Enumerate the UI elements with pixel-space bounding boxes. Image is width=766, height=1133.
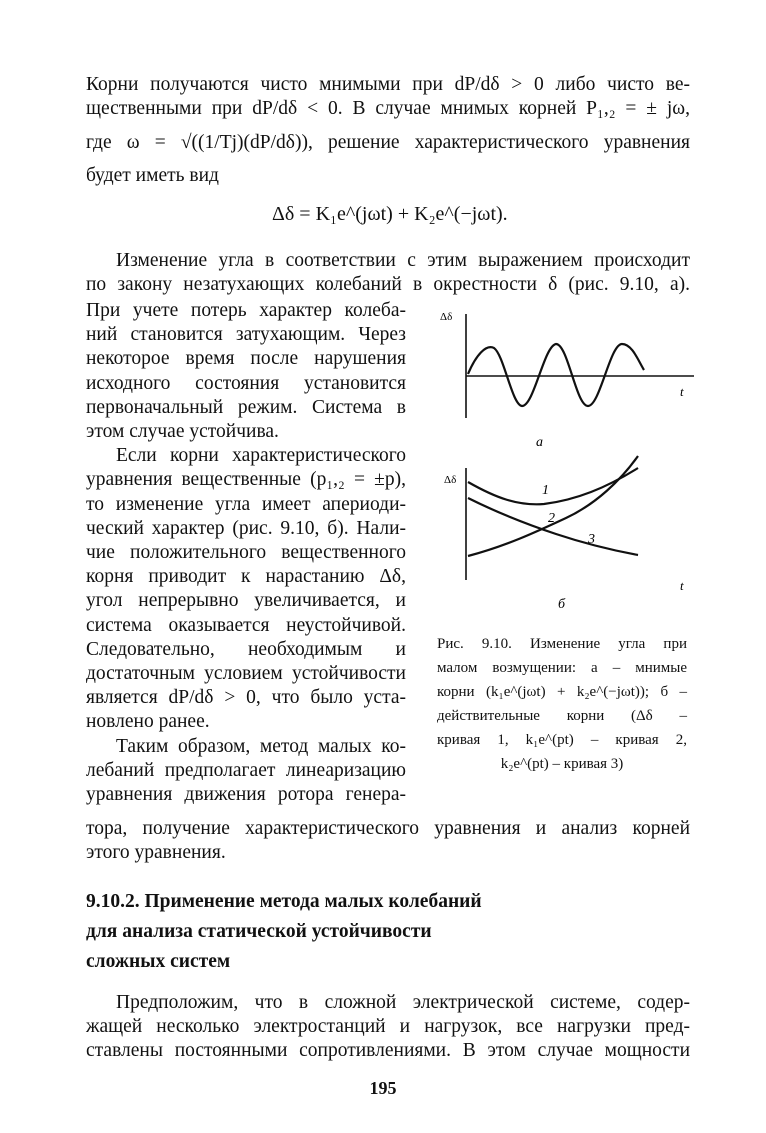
axis-x-label-a: t <box>680 384 684 399</box>
caption-line: k₂e^(pt) – кривая 3) <box>500 756 624 772</box>
text-line: Предположим, что в сложной электрической системе, содер- <box>116 992 690 1013</box>
text-line: ний становится затухающим. Через <box>86 324 406 346</box>
curve-label-2: 2 <box>548 511 555 526</box>
text-line: достаточным условием устойчивости <box>86 663 406 685</box>
text-line: жащей несколько электростанций и нагрузок, все нагрузки пред- <box>86 1016 690 1038</box>
text-line: уравнения движения ротора генера- <box>86 784 406 806</box>
caption-line: Рис. 9.10. Изменение угла при <box>437 636 687 652</box>
paragraph-undamped <box>86 249 690 297</box>
curve-label-3: 3 <box>588 532 595 547</box>
text-line: уравнения вещественные (p₁,₂ = ±p), <box>86 469 406 491</box>
sublabel-a: а <box>536 435 543 450</box>
paragraph-method-end <box>86 817 690 865</box>
text-line: корня приводит к нарастанию Δδ, <box>86 566 406 588</box>
text-line: этом случае устойчива. <box>86 421 279 443</box>
paragraph-complex-system <box>86 991 690 1064</box>
text-line: При учете потерь характер колеба- <box>86 300 406 321</box>
text-line: Корни получаются чисто мнимыми при dP/dδ > 0 либо чисто ве- <box>86 74 690 95</box>
figure-caption <box>437 632 687 776</box>
caption-line: кривая 1, k₁e^(pt) – кривая 2, <box>437 732 687 748</box>
text-line: то изменение угла имеет апериоди- <box>86 493 406 515</box>
text-line: исходного состояния установится <box>86 372 406 394</box>
caption-line: корни (k₁e^(jωt) + k₂e^(−jωt)); б – <box>437 684 687 700</box>
caption-line: действительные корни (Δδ – <box>437 708 687 724</box>
text-line: первоначальный режим. Система в <box>86 396 406 418</box>
sublabel-b: б <box>558 597 566 612</box>
text-line: по закону незатухающих колебаний в окрестности δ (рис. 9.10, а). <box>86 274 690 296</box>
text-line: Следовательно, необходимым и <box>86 638 406 660</box>
text-line: система оказывается неустойчивой. <box>86 614 406 636</box>
axis-y-label-b: Δδ <box>444 474 457 486</box>
left-column-text <box>86 299 406 807</box>
heading-line: сложных систем <box>86 951 231 972</box>
text-line: щественными при dP/dδ < 0. В случае мнимых корней P₁,₂ = ± jω, <box>86 98 690 120</box>
axis-x-label-b: t <box>680 578 684 593</box>
text-line: новлено ранее. <box>86 711 210 733</box>
text-line: ставлены постоянными сопротивлениями. В этом случае мощности <box>86 1040 690 1062</box>
section-heading <box>86 887 482 977</box>
curve-label-1: 1 <box>542 483 549 498</box>
text-line: некоторое время после нарушения <box>86 348 406 370</box>
paragraph-roots-intro <box>86 73 690 188</box>
heading-line: 9.10.2. Применение метода малых колебаний <box>86 891 482 912</box>
oscillation-curve <box>468 344 644 406</box>
text-line: этого уравнения. <box>86 842 226 864</box>
text-line: Если корни характеристического <box>116 445 406 467</box>
axis-y-label-a: Δδ <box>440 311 453 323</box>
text-line: тора, получение характеристического уравнения и анализ корней <box>86 818 690 839</box>
text-line: будет иметь вид <box>86 164 219 186</box>
caption-line: малом возмущении: а – мнимые <box>437 660 687 676</box>
text-line: чие положительного вещественного <box>86 542 406 564</box>
text-line: Изменение угла в соответствии с этим выражением происходит <box>116 250 690 271</box>
formula-delta-delta: Δδ = K₁e^(jωt) + K₂e^(−jωt). <box>272 203 508 225</box>
page-number: 195 <box>369 1078 397 1098</box>
text-line: лебаний предполагает линеаризацию <box>86 759 406 781</box>
text-line: угол непрерывно увеличивается, и <box>86 590 406 612</box>
text-line: где ω = √((1/Tj)(dP/dδ)), решение характеристического уравнения <box>86 132 690 154</box>
curve-3 <box>468 498 638 555</box>
text-line: ческий характер (рис. 9.10, б). Нали- <box>86 517 406 539</box>
curve-2 <box>468 456 638 556</box>
text-line: Таким образом, метод малых ко- <box>116 735 406 757</box>
heading-line: для анализа статической устойчивости <box>86 921 432 942</box>
text-line: является dP/dδ > 0, что было уста- <box>86 687 406 709</box>
